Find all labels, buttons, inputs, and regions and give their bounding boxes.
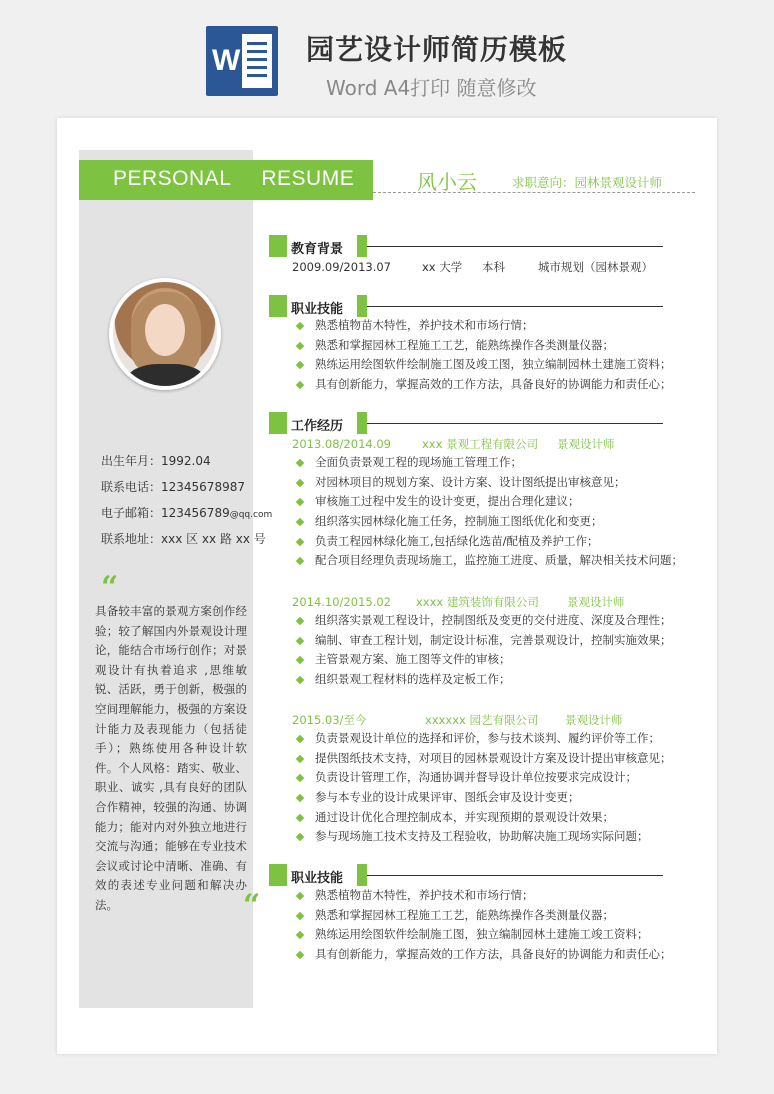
name-divider [373,192,695,193]
section-title: 工作经历 [291,419,344,434]
word-icon-page [242,34,272,88]
list-item: 对园林项目的规划方案、设计方案、设计图纸提出审核意见； [297,473,683,493]
list-item: 组织景观工程材料的选样及定板工作； [297,670,672,690]
list-item: 组织落实景观工程设计，控制图纸及变更的交付进度、深度及合理性； [297,611,672,631]
info-address: 联系地址：xxx 区 xx 路 xx 号 [101,532,266,546]
job-company: xxxxxx 园艺有限公司 [425,713,539,727]
list-item: 主管景观方案、施工图等文件的审核； [297,650,672,670]
list-item: 熟悉和掌握园林工程施工工艺，能熟练操作各类测量仪器； [297,336,672,356]
list-item: 组织落实园林绿化施工任务，控制施工图纸优化和变更； [297,512,683,532]
list-item: 提供图纸技术支持，对项目的园林景观设计方案及设计提出审核意见； [297,749,672,769]
candidate-name: 风小云 [417,170,477,194]
job-period: 2014.10/2015.02 [292,595,391,609]
list-item: 负责设计管理工作，沟通协调并督导设计单位按要求完成设计； [297,768,672,788]
list-item: 参与本专业的设计成果评审、图纸会审及设计变更； [297,788,672,808]
page-title: 园艺设计师简历模板 [306,33,568,66]
resume-banner [79,160,373,200]
list-item: 熟悉植物苗木特性，养护技术和市场行情； [297,886,672,906]
job-header [292,436,615,452]
job-duties [297,729,672,847]
job-period: 2013.08/2014.09 [292,437,391,451]
job-duties [297,453,683,571]
job-duties [297,611,672,690]
quote-open-icon: “ [101,570,119,605]
job-intent: 求职意向：园林景观设计师 [512,175,663,190]
section-title: 职业技能 [291,302,344,317]
job-company: xxx 景观工程有限公司 [422,437,539,451]
list-item: 全面负责景观工程的现场施工管理工作； [297,453,683,473]
list-item: 编制、审查工程计划，制定设计标准，完善景观设计，控制实施效果； [297,631,672,651]
edu-period: 2009.09/2013.07 [292,260,391,274]
banner-word-resume: RESUME [261,167,355,190]
job-position: 景观设计师 [567,595,625,609]
list-item: 审核施工过程中发生的设计变更，提出合理化建议； [297,492,683,512]
page-header [0,0,774,118]
list-item: 配合项目经理负责现场施工，监控施工进度、质量，解决相关技术问题； [297,551,683,571]
job-company: xxxx 建筑装饰有限公司 [416,595,539,609]
section-work [269,412,669,434]
job-position: 景观设计师 [557,437,615,451]
list-item: 参与现场施工技术支持及工程验收，协助解决施工现场实际问题； [297,827,672,847]
list-item: 熟悉和掌握园林工程施工工艺，能熟练操作各类测量仪器； [297,906,672,926]
info-phone: 联系电话：12345678987 [101,480,245,494]
avatar [109,278,221,390]
page-subtitle: Word A4打印 随意修改 [326,76,537,100]
list-item: 负责工程园林绿化施工,包括绿化选苗/配植及养护工作； [297,532,683,552]
list-item: 具有创新能力，掌握高效的工作方法，具备良好的协调能力和责任心； [297,375,672,395]
list-item: 通过设计优化合理控制成本，并实现预期的景观设计效果； [297,808,672,828]
edu-school: xx 大学 [422,260,463,274]
job-header [292,594,625,610]
resume-paper [57,118,717,1054]
section-education [269,235,669,257]
skills-list-2 [297,886,672,965]
banner-word-personal: PERSONAL [113,167,232,190]
info-email-prefix: 电子邮箱：123456789 [101,506,230,520]
section-title: 教育背景 [291,242,344,257]
info-email [101,504,272,521]
word-icon [206,26,278,96]
list-item: 具有创新能力，掌握高效的工作方法，具备良好的协调能力和责任心； [297,945,672,965]
section-skills-2 [269,864,669,886]
info-email-suffix: @qq.com [229,510,273,520]
list-item: 熟练运用绘图软件绘制施工图，独立编制园林土建施工竣工资料； [297,925,672,945]
quote-close-icon: “ [243,888,261,923]
job-position: 景观设计师 [565,713,623,727]
section-title: 职业技能 [291,871,344,886]
edu-major: 城市规划（园林景观） [538,260,653,274]
list-item: 负责景观设计单位的选择和评价，参与技术谈判、履约评价等工作； [297,729,672,749]
skills-list [297,316,672,395]
word-icon-letter: W [212,44,241,77]
edu-degree: 本科 [482,260,505,274]
self-evaluation: 具备较丰富的景观方案创作经验；较了解国内外景观设计理论，能结合市场行创作；对景观设计有执着追求 ,思维敏锐、活跃，勇于创新，极强的空间理解能力，极强的方案设计能力及表现能力（包括徒手）；熟练使用各种设计软件。个人风格：踏实、敬业、职业、诚实 ,具有良好的团队合作精神，较强的沟通、协调能力；能对内对外独立地进行交流与沟通；能够在专业技术会议或讨论中清晰、准确、有效的表述专业问题和解决办法。 [95,604,247,912]
list-item: 熟练运用绘图软件绘制施工图及竣工图，独立编制园林土建施工资料； [297,355,672,375]
section-skills [269,295,669,317]
job-period: 2015.03/至今 [292,713,367,727]
banner-text [113,167,354,191]
education-row [292,259,653,275]
list-item: 熟悉植物苗木特性，养护技术和市场行情； [297,316,672,336]
info-birth: 出生年月：1992.04 [101,454,211,468]
job-header [292,712,623,728]
